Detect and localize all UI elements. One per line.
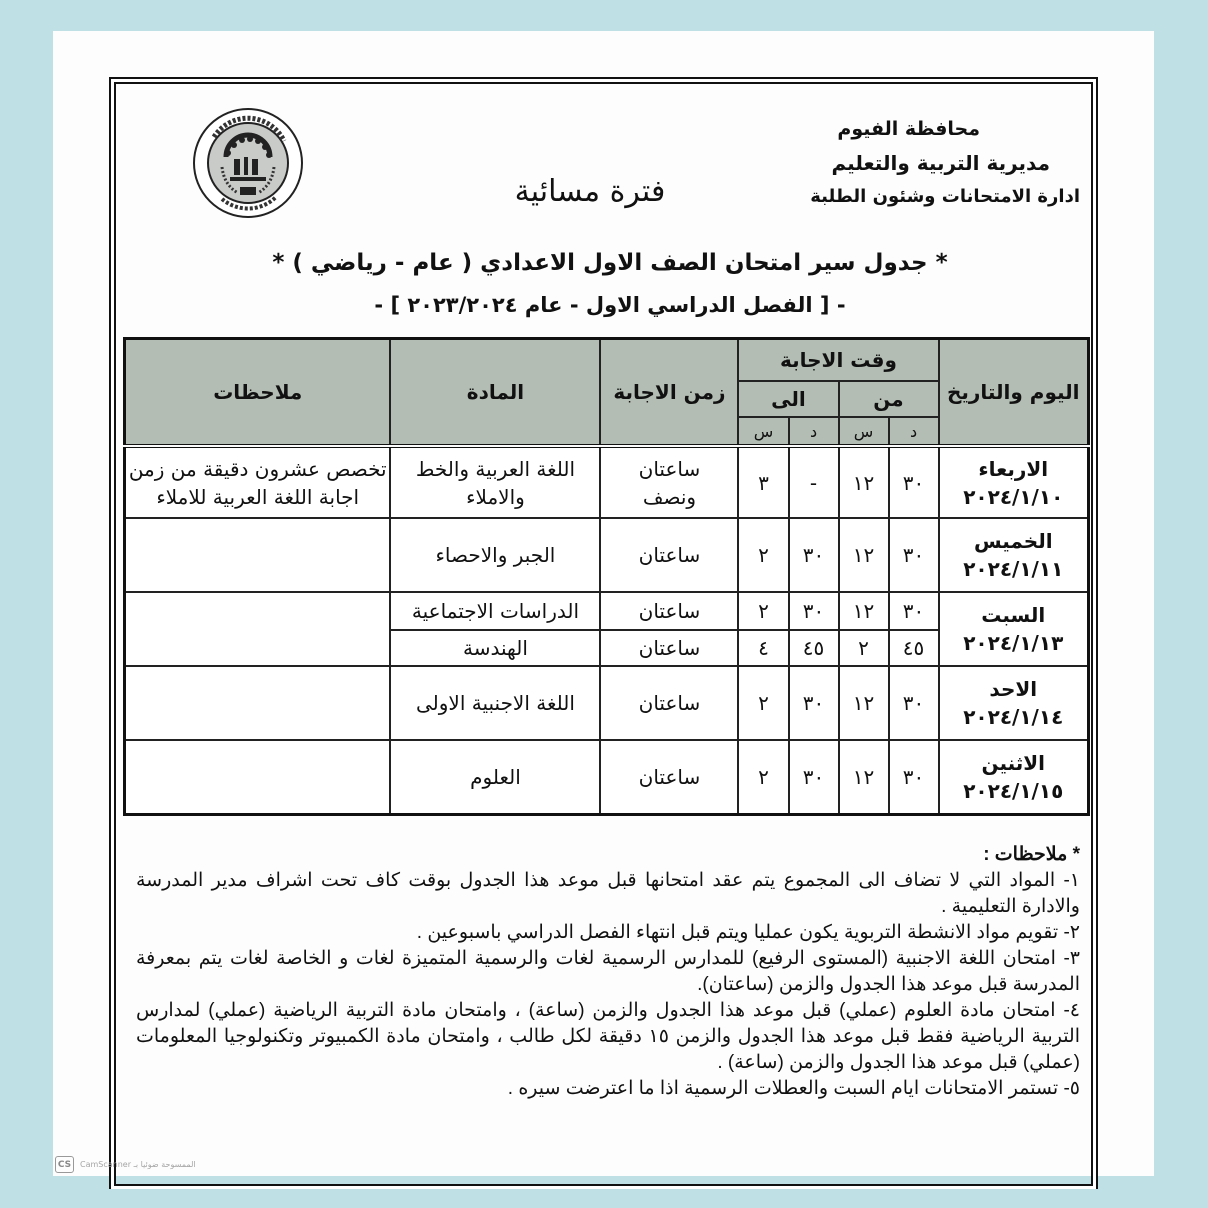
from-minute: ٣٠ <box>889 666 939 740</box>
camscanner-watermark <box>55 1156 196 1173</box>
from-hour: ١٢ <box>839 518 889 592</box>
to-hour: ٢ <box>738 592 788 630</box>
header-from: من <box>839 381 939 417</box>
table-row <box>125 518 1089 592</box>
table-row <box>125 446 1089 518</box>
duration: ساعتان <box>600 518 738 592</box>
from-minute: ٣٠ <box>889 518 939 592</box>
from-minute: ٣٠ <box>889 446 939 518</box>
header-answer-time: وقت الاجابة <box>738 339 938 382</box>
to-hour: ٢ <box>738 740 788 814</box>
header-subject: المادة <box>390 339 600 447</box>
header-to-hour: س <box>738 417 788 446</box>
note-item: ٢- تقويم مواد الانشطة التربوية يكون عمليا ويتم قبل انتهاء الفصل الدراسي باسبوعين . <box>416 922 1080 943</box>
to-hour: ٣ <box>738 446 788 518</box>
to-minute: ٣٠ <box>789 740 839 814</box>
subject: الهندسة <box>390 630 600 666</box>
directorate-name: مديرية التربية والتعليم <box>831 151 1050 175</box>
ministry-seal-icon <box>192 107 304 219</box>
semester-subtitle: - [ الفصل الدراسي الاول - عام ٢٠٢٣/٢٠٢٤ ] - <box>374 293 846 317</box>
from-hour: ٢ <box>839 630 889 666</box>
exam-date: ٢٠٢٤/١/١٥ <box>963 778 1064 803</box>
session-period: فترة مسائية <box>514 174 666 209</box>
to-hour: ٢ <box>738 666 788 740</box>
note-item: ٣- امتحان اللغة الاجنبية (المستوى الرفيع) للمدارس الرسمية لغات والرسمية المتميزة لغات و الخاصة لغات يتم بمعرفة المدرسة قبل موعد هذا الجدول والزمن (ساعتان). <box>136 948 1080 995</box>
subject: الجبر والاحصاء <box>390 518 600 592</box>
header-to: الى <box>738 381 838 417</box>
table-row <box>125 666 1089 740</box>
header-day-date: اليوم والتاريخ <box>939 339 1089 447</box>
day-name: الاثنين <box>981 750 1046 775</box>
subject: العلوم <box>390 740 600 814</box>
day-name: السبت <box>981 603 1046 627</box>
note: تخصص عشرون دقيقة من زمن اجابة اللغة العربية للاملاء <box>125 446 391 518</box>
note <box>125 518 391 592</box>
from-hour: ١٢ <box>839 740 889 814</box>
subject: اللغة العربية والخط والاملاء <box>390 446 600 518</box>
governorate-name: محافظة الفيوم <box>837 118 980 140</box>
exam-date: ٢٠٢٤/١/١٠ <box>963 484 1064 509</box>
camscanner-logo-icon: CS <box>55 1156 74 1173</box>
header-duration: زمن الاجابة <box>600 339 738 447</box>
from-minute: ٣٠ <box>889 740 939 814</box>
day-date-cell <box>939 592 1089 666</box>
subject: الدراسات الاجتماعية <box>390 592 600 630</box>
header-to-minute: د <box>789 417 839 446</box>
issuer-header <box>760 112 1080 214</box>
table-row <box>125 592 1089 630</box>
exam-date: ٢٠٢٤/١/١٣ <box>963 631 1064 655</box>
day-date-cell <box>939 740 1089 814</box>
duration: ساعتان <box>600 592 738 630</box>
duration: ساعتان ونصف <box>600 446 738 518</box>
day-date-cell <box>939 446 1089 518</box>
notes-heading: * ملاحظات : <box>983 844 1080 865</box>
subject: اللغة الاجنبية الاولى <box>390 666 600 740</box>
day-name: الخميس <box>973 529 1053 553</box>
schedule-title: * جدول سير امتحان الصف الاول الاعدادي ( عام - رياضي ) * <box>272 250 948 276</box>
duration: ساعتان <box>600 666 738 740</box>
from-hour: ١٢ <box>839 446 889 518</box>
from-hour: ١٢ <box>839 592 889 630</box>
department-name: ادارة الامتحانات وشئون الطلبة <box>810 186 1080 207</box>
from-minute: ٤٥ <box>889 630 939 666</box>
header-from-minute: د <box>889 417 939 446</box>
header-notes: ملاحظات <box>125 339 391 447</box>
day-date-cell <box>939 518 1089 592</box>
to-hour: ٢ <box>738 518 788 592</box>
duration: ساعتان <box>600 740 738 814</box>
notes-section <box>136 842 1080 1142</box>
day-name: الاحد <box>989 677 1038 701</box>
from-hour: ١٢ <box>839 666 889 740</box>
exam-date: ٢٠٢٤/١/١١ <box>963 557 1064 581</box>
to-minute: - <box>789 446 839 518</box>
watermark-text: CamScanner الممسوحة ضوئيا بـ <box>80 1159 196 1169</box>
note-item: ٤- امتحان مادة العلوم (عملي) قبل موعد هذا الجدول والزمن (ساعة) ، وامتحان مادة التربية الرياضية (عملي) لمدارس التربية الرياضية فقط قبل موعد هذا الجدول والزمن ١٥ دقيقة لكل طالب ، وامتحان مادة الكمبيوتر وتكنولوجيا المعلومات (عملي) قبل موعد هذا الجدول والزمن (ساعة) . <box>136 1000 1080 1073</box>
exam-date: ٢٠٢٤/١/١٤ <box>963 705 1064 729</box>
note <box>125 592 391 666</box>
from-minute: ٣٠ <box>889 592 939 630</box>
header-from-hour: س <box>839 417 889 446</box>
note <box>125 740 391 814</box>
day-name: الاربعاء <box>978 456 1049 481</box>
duration: ساعتان <box>600 630 738 666</box>
to-minute: ٣٠ <box>789 666 839 740</box>
to-hour: ٤ <box>738 630 788 666</box>
to-minute: ٣٠ <box>789 518 839 592</box>
table-row <box>125 740 1089 814</box>
note <box>125 666 391 740</box>
exam-schedule-table <box>123 337 1090 816</box>
note-item: ١- المواد التي لا تضاف الى المجموع يتم عقد امتحانها قبل موعد هذا الجدول بوقت كاف تحت اشراف مدير المدرسة والادارة التعليمية . <box>136 870 1080 917</box>
note-item: ٥- تستمر الامتحانات ايام السبت والعطلات الرسمية اذا ما اعترضت سيره . <box>507 1078 1080 1099</box>
to-minute: ٤٥ <box>789 630 839 666</box>
day-date-cell <box>939 666 1089 740</box>
to-minute: ٣٠ <box>789 592 839 630</box>
